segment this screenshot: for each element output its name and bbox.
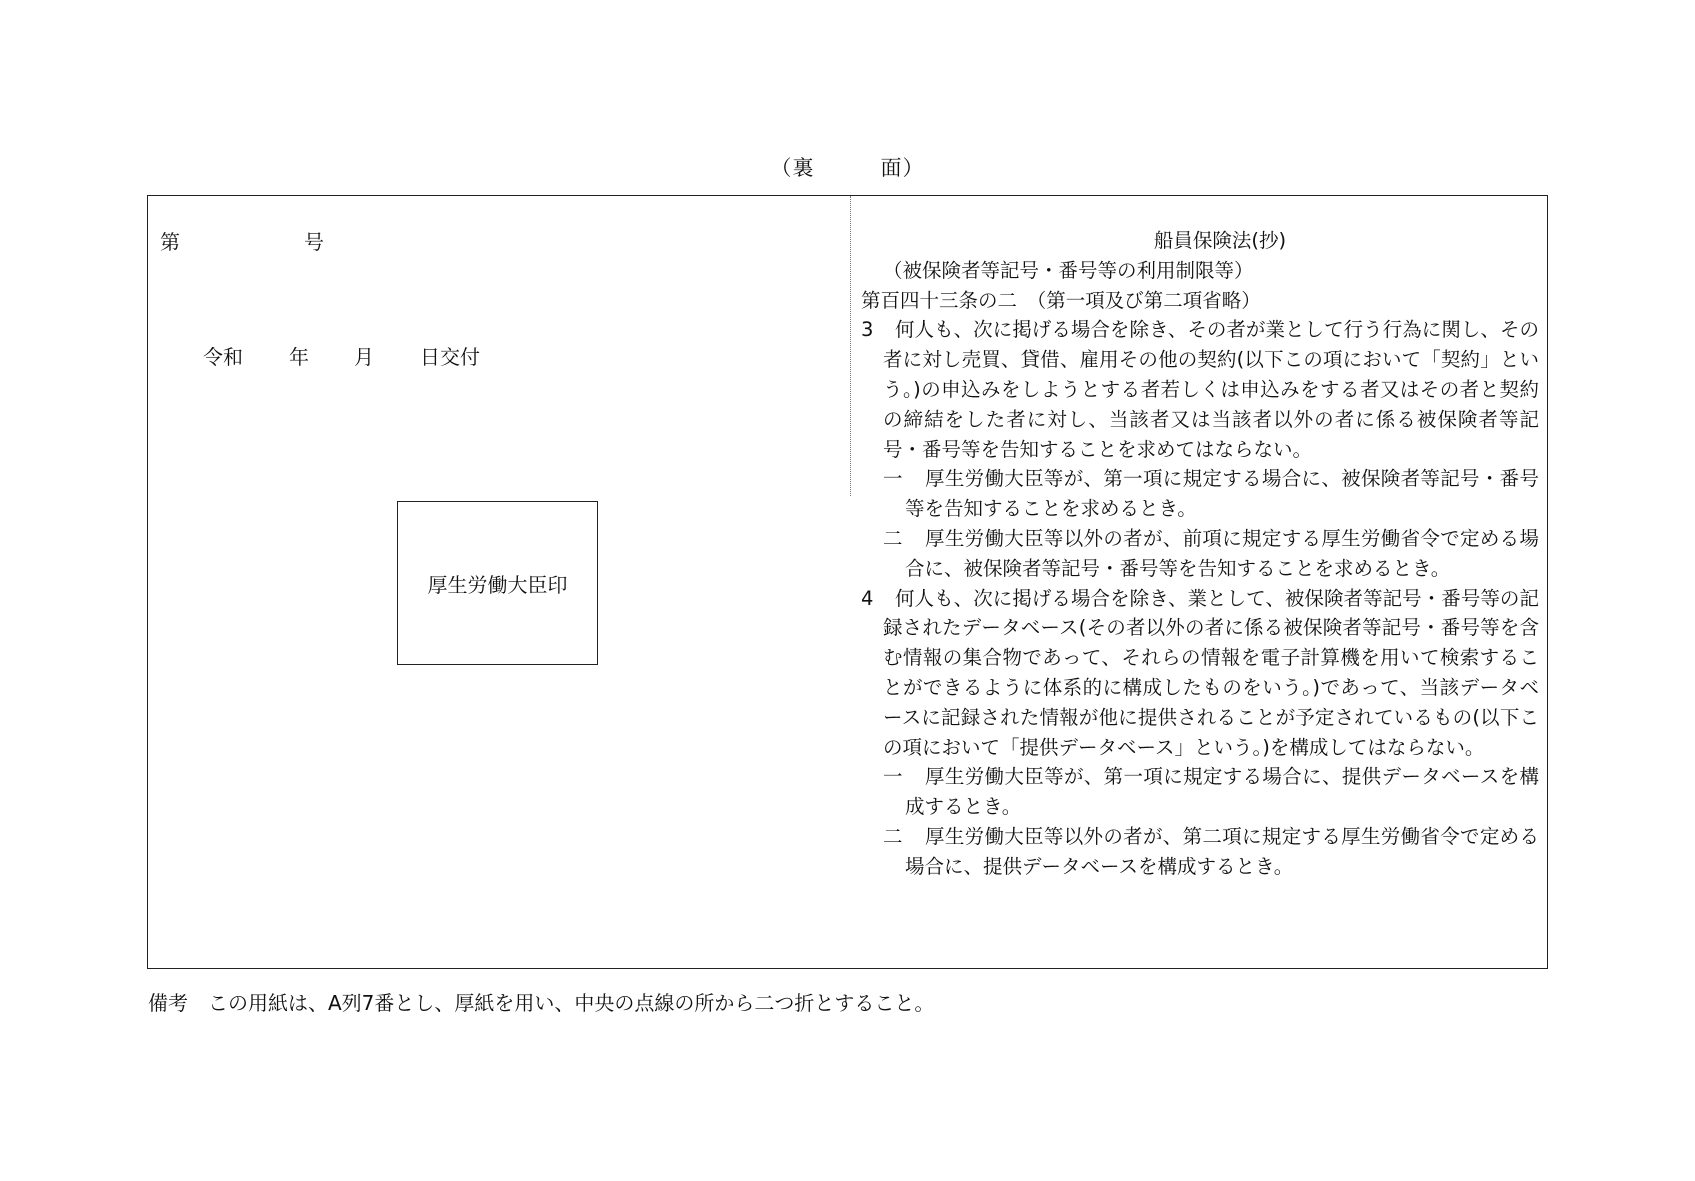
certificate-number <box>160 226 324 255</box>
page-heading: （裏 面） <box>770 156 925 180</box>
date-day: 日交付 <box>420 345 480 369</box>
item-number: 二 <box>883 526 903 550</box>
item-text: 厚生労働大臣等以外の者が、第二項に規定する厚生労働省令で定める場合に、提供データベースを構成するとき。 <box>905 824 1539 878</box>
paragraph-3 <box>861 315 1539 464</box>
paragraph-number: 3 <box>861 318 874 342</box>
item-text: 厚生労働大臣等以外の者が、前項に規定する厚生労働省令で定める場合に、被保険者等記号・番号等を告知することを求めるとき。 <box>905 526 1539 580</box>
article-heading: 第百四十三条の二 （第一項及び第二項省略） <box>861 288 1261 312</box>
item-text: 厚生労働大臣等が、第一項に規定する場合に、被保険者等記号・番号等を告知することを求めるとき。 <box>905 467 1539 521</box>
item-text: 厚生労働大臣等が、第一項に規定する場合に、提供データベースを構成するとき。 <box>905 765 1539 819</box>
law-title: 船員保険法(抄) <box>1153 229 1287 252</box>
date-month: 月 <box>354 345 374 369</box>
item-number: 二 <box>883 824 903 848</box>
item-number: 一 <box>883 765 903 789</box>
certificate-card <box>147 195 1548 969</box>
law-excerpt <box>861 226 1539 882</box>
date-year: 年 <box>289 345 309 369</box>
fold-line <box>850 196 851 496</box>
left-panel <box>148 196 850 968</box>
item-number: 一 <box>883 467 903 491</box>
article-caption: （被保険者等記号・番号等の利用制限等） <box>883 258 1254 282</box>
paragraph-number: 4 <box>861 586 874 610</box>
paragraph-text: 何人も、次に掲げる場合を除き、その者が業として行う行為に関し、その者に対し売買、貸借、雇用その他の契約(以下この項において「契約」という。)の申込みをしようとする者若しくは申込みをする者又はその者と契約の締結をした者に対し、当該者又は当該者以外の者に係る被保険者等記号・番号等を告知することを求めてはならない。 <box>883 318 1539 461</box>
paragraph-4-item-1 <box>861 762 1539 822</box>
paragraph-4 <box>861 584 1539 763</box>
paragraph-3-item-2 <box>861 524 1539 584</box>
paragraph-text: 何人も、次に掲げる場合を除き、業として、被保険者等記号・番号等の記録されたデータベース(その者以外の者に係る被保険者等記号・番号等を含む情報の集合物であって、それらの情報を電子計算機を用いて検索することができるように体系的に構成したものをいう。)であって、当該データベースに記録された情報が他に提供されることが予定されているもの(以下この項において「提供データベース」という。)を構成してはならない。 <box>883 586 1539 759</box>
paragraph-4-item-2 <box>861 822 1539 882</box>
seal-label: 厚生労働大臣印 <box>427 572 568 597</box>
paragraph-3-item-1 <box>861 464 1539 524</box>
minister-seal-box <box>397 501 598 665</box>
number-suffix: 号 <box>304 230 324 254</box>
number-prefix: 第 <box>160 230 180 254</box>
date-era: 令和 <box>203 345 243 369</box>
remark-note: 備考 この用紙は、A列7番とし、厚紙を用い、中央の点線の所から二つ折とすること。 <box>148 991 935 1015</box>
